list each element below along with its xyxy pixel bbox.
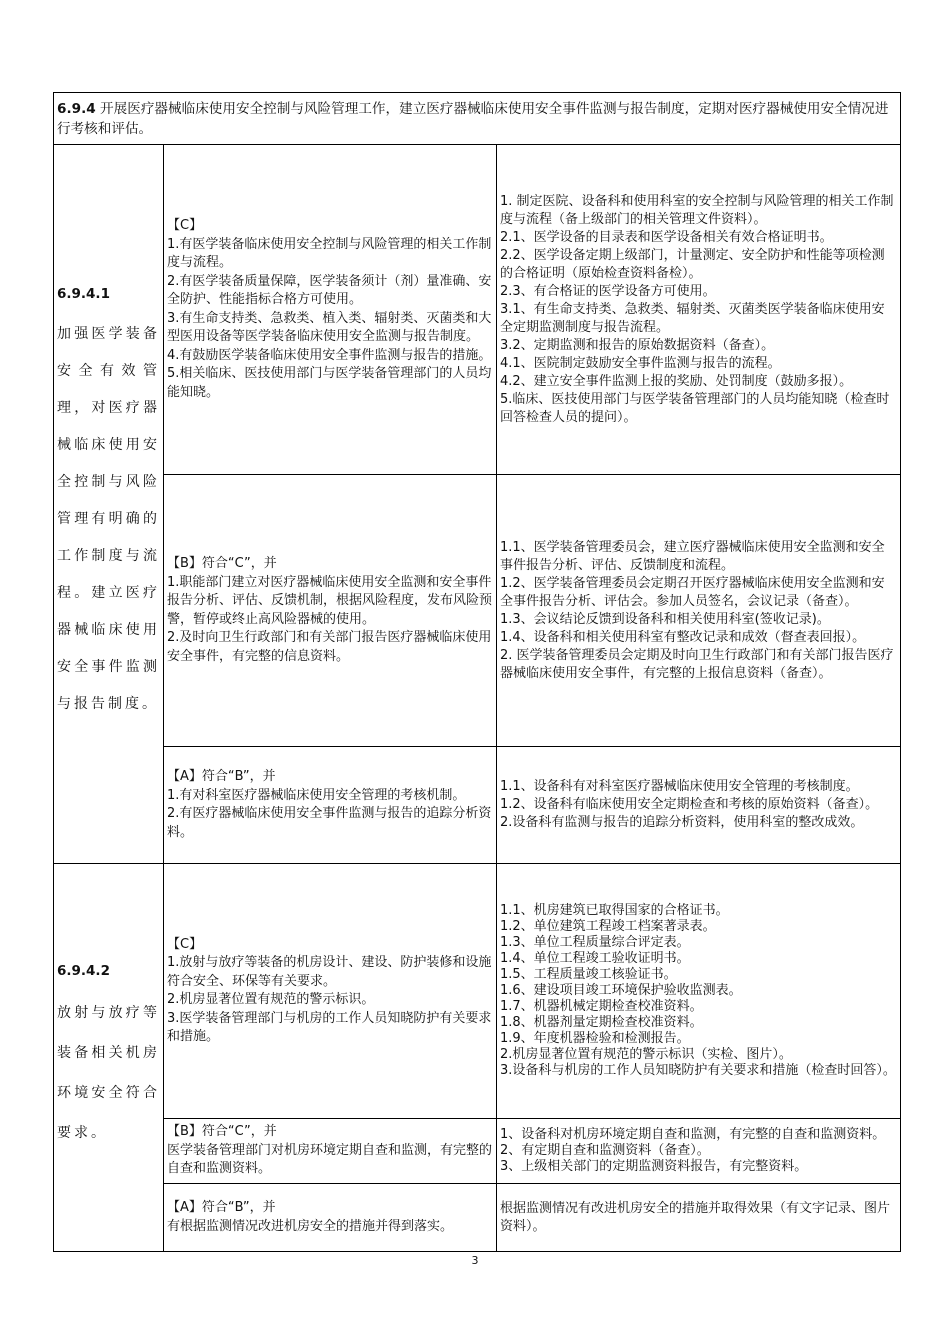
evidence-item: 1.2、单位建筑工程竣工档案著录表。 <box>500 919 716 934</box>
grade-label: 【B】符合“C”，并 <box>167 1124 277 1140</box>
evidence-item: 1.1、设备科有对科室医疗器械临床使用安全管理的考核制度。 <box>500 779 859 794</box>
evidence-item: 3.2、定期监测和报告的原始数据资料（备查）。 <box>500 337 775 353</box>
evidence-cell <box>497 1119 901 1184</box>
evidence-cell <box>497 747 901 864</box>
standard-cell <box>164 864 497 1119</box>
item-code: 6.9.4.2 <box>57 962 110 979</box>
grade-label: 【C】 <box>167 936 203 952</box>
standard-item: 2.及时向卫生行政部门和有关部门报告医疗器械临床使用安全事件，有完整的信息资料。 <box>167 630 492 664</box>
evidence-item: 1.1、医学装备管理委员会，建立医疗器械临床使用安全监测和安全事件报告分析、评估、反馈制度和流程。 <box>500 539 885 573</box>
item-cell <box>54 864 164 1252</box>
evidence-item: 4.2、建立安全事件监测上报的奖励、处罚制度（鼓励多报）。 <box>500 373 853 389</box>
evidence-item: 2.设备科有监测与报告的追踪分析资料，使用科室的整改成效。 <box>500 815 864 830</box>
criteria-row <box>54 747 901 864</box>
evidence-item: 1、设备科对机房环境定期自查和监测，有完整的自查和监测资料。 <box>500 1127 886 1142</box>
standard-item: 1.有医学装备临床使用安全控制与风险管理的相关工作制度与流程。 <box>167 236 492 270</box>
standard-item: 1.有对科室医疗器械临床使用安全管理的考核机制。 <box>167 787 466 803</box>
standard-cell <box>164 475 497 747</box>
item-description: 加强医学装备安全有效管理，对医疗器械临床使用安全控制与风险管理有明确的工作制度与流程。建立医疗器械临床使用安全事件监测与报告制度。 <box>57 325 160 712</box>
evidence-item: 根据监测情况有改进机房安全的措施并取得效果（有文字记录、图片资料）。 <box>500 1200 891 1234</box>
criteria-row <box>54 1119 901 1184</box>
evidence-item: 1.6、建设项目竣工环境保护验收监测表。 <box>500 983 742 998</box>
standard-cell <box>164 747 497 864</box>
evidence-item: 1.1、机房建筑已取得国家的合格证书。 <box>500 903 729 918</box>
evidence-cell <box>497 1184 901 1252</box>
standard-cell <box>164 1119 497 1184</box>
evidence-item: 1.8、机器剂量定期检查校准资料。 <box>500 1015 703 1030</box>
evidence-item: 3、上级相关部门的定期监测资料报告，有完整资料。 <box>500 1159 808 1174</box>
criteria-row <box>54 145 901 475</box>
page-number: 3 <box>471 1254 479 1267</box>
standard-item: 5.相关临床、医技使用部门与医学装备管理部门的人员均能知晓。 <box>167 366 492 400</box>
evidence-item: 1.7、机器机械定期检查校准资料。 <box>500 999 703 1014</box>
standard-item: 2.有医学装备质量保障，医学装备须计（剂）量准确、安全防护、性能指标合格方可使用。 <box>167 273 492 307</box>
evidence-item: 1.2、设备科有临床使用安全定期检查和考核的原始资料（备查）。 <box>500 797 879 812</box>
standard-cell <box>164 145 497 475</box>
standard-cell <box>164 1184 497 1252</box>
criteria-row <box>54 864 901 1119</box>
evidence-cell <box>497 145 901 475</box>
evidence-item: 1.4、单位工程竣工验收证明书。 <box>500 951 690 966</box>
item-description: 放射与放疗等装备相关机房环境安全符合要求。 <box>57 1004 160 1141</box>
evidence-item: 3.1、有生命支持类、急救类、辐射类、灭菌类医学装备临床使用安全定期监测制度与报告流程。 <box>500 301 885 335</box>
standard-item: 医学装备管理部门对机房环境定期自查和监测，有完整的自查和监测资料。 <box>167 1142 493 1177</box>
evidence-item: 3.设备科与机房的工作人员知晓防护有关要求和措施（检查时回答）。 <box>500 1063 896 1078</box>
grade-label: 【A】符合“B”，并 <box>167 769 276 784</box>
evidence-item: 2、有定期自查和监测资料（备查）。 <box>500 1143 710 1158</box>
evidence-item: 1.3、单位工程质量综合评定表。 <box>500 935 690 950</box>
standard-item: 2.机房显著位置有规范的警示标识。 <box>167 992 375 1007</box>
evidence-item: 1.3、会议结论反馈到设备科和相关使用科室(签收记录)。 <box>500 611 830 627</box>
evidence-item: 1.2、医学装备管理委员会定期召开医疗器械临床使用安全监测和安全事件报告分析、评估会。参加人员签名，会议记录（备查）。 <box>500 575 885 609</box>
standard-item: 2.有医疗器械临床使用安全事件监测与报告的追踪分析资料。 <box>167 806 492 840</box>
evidence-item: 1.9、年度机器检验和检测报告。 <box>500 1031 690 1046</box>
evidence-cell <box>497 475 901 747</box>
standard-item: 3.医学装备管理部门与机房的工作人员知晓防护有关要求和措施。 <box>167 1010 492 1044</box>
standards-table <box>53 92 901 1252</box>
evidence-item: 1.5、工程质量竣工核验证书。 <box>500 967 677 982</box>
evidence-cell <box>497 864 901 1119</box>
evidence-item: 1. 制定医院、设备科和使用科室的安全控制与风险管理的相关工作制度与流程（备上级部门的相关管理文件资料）。 <box>500 193 894 227</box>
section-title: 开展医疗器械临床使用安全控制与风险管理工作，建立医疗器械临床使用安全事件监测与报告制度，定期对医疗器械使用安全情况进行考核和评估。 <box>57 100 889 137</box>
section-header <box>54 93 901 145</box>
evidence-item: 5.临床、医技使用部门与医学装备管理部门的人员均能知晓（检查时回答检查人员的提问）。 <box>500 391 890 425</box>
evidence-item: 2.2、医学设备定期上级部门，计量测定、安全防护和性能等项检测的合格证明（原始检查资料备检）。 <box>500 247 885 281</box>
evidence-item: 2.机房显著位置有规范的警示标识（实检、图片）。 <box>500 1047 792 1062</box>
grade-label: 【B】符合“C”，并 <box>167 556 277 571</box>
grade-label: 【A】符合“B”，并 <box>167 1200 276 1215</box>
standard-item: 3.有生命支持类、急救类、植入类、辐射类、灭菌类和大型医用设备等医学装备临床使用安全监测与报告制度。 <box>167 310 492 344</box>
criteria-row <box>54 475 901 747</box>
evidence-item: 4.1、医院制定鼓励安全事件监测与报告的流程。 <box>500 355 781 371</box>
evidence-item: 2. 医学装备管理委员会定期及时向卫生行政部门和有关部门报告医疗器械临床使用安全事件，有完整的上报信息资料（备查）。 <box>500 647 894 681</box>
evidence-item: 1.4、设备科和相关使用科室有整改记录和成效（督查表回报）。 <box>500 629 866 645</box>
section-code: 6.9.4 <box>57 100 96 117</box>
standard-item: 1.放射与放疗等装备的机房设计、建设、防护装修和设施符合安全、环保等有关要求。 <box>167 955 492 989</box>
item-code: 6.9.4.1 <box>57 285 110 302</box>
grade-label: 【C】 <box>167 218 203 233</box>
criteria-row <box>54 1184 901 1252</box>
item-cell <box>54 145 164 864</box>
evidence-item: 2.3、有合格证的医学设备方可使用。 <box>500 283 716 299</box>
standard-item: 4.有鼓励医学装备临床使用安全事件监测与报告的措施。 <box>167 347 492 363</box>
evidence-item: 2.1、医学设备的目录表和医学设备相关有效合格证明书。 <box>500 229 833 245</box>
standard-item: 1.职能部门建立对医疗器械临床使用安全监测和安全事件报告分析、评估、反馈机制，根据风险程度，发布风险预警，暂停或终止高风险器械的使用。 <box>167 574 493 627</box>
standard-item: 有根据监测情况改进机房安全的措施并得到落实。 <box>167 1218 454 1234</box>
